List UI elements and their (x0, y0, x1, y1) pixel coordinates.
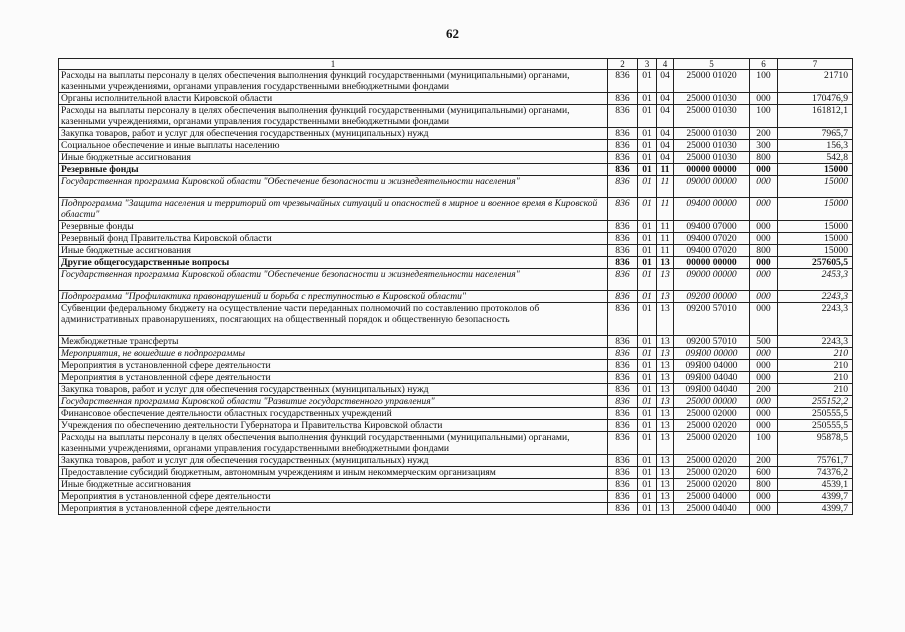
row-name: Мероприятия в установленной сфере деятельности (59, 372, 608, 384)
row-ved: 836 (608, 198, 638, 221)
row-name: Мероприятия, не вошедшие в подпрограммы (59, 348, 608, 360)
row-sum: 7965,7 (778, 128, 853, 140)
row-sum: 156,3 (778, 140, 853, 152)
table-row (59, 503, 853, 515)
row-ved: 836 (608, 105, 638, 128)
row-sum: 250555,5 (778, 420, 853, 432)
row-target-article: 09200 57010 (674, 336, 750, 348)
row-expense-type: 000 (750, 233, 778, 245)
row-target-article: 09400 07000 (674, 221, 750, 233)
row-ved: 836 (608, 479, 638, 491)
row-name: Субвенции федеральному бюджету на осуществление части переданных полномочий по составлению протоколов об административных правонарушениях, посягающих на общественный порядок и общественную безопасность (59, 303, 608, 336)
row-ved: 836 (608, 257, 638, 269)
row-expense-type: 000 (750, 93, 778, 105)
row-sum: 15000 (778, 164, 853, 176)
row-expense-type: 000 (750, 221, 778, 233)
row-name: Иные бюджетные ассигнования (59, 152, 608, 164)
row-target-article: 09Я00 04040 (674, 372, 750, 384)
row-podrazdel: 11 (657, 233, 674, 245)
row-sum: 161812,1 (778, 105, 853, 128)
row-podrazdel: 13 (657, 372, 674, 384)
row-razdel: 01 (638, 70, 657, 93)
row-name: Расходы на выплаты персоналу в целях обеспечения выполнения функций государственными (муниципальными) органами, казенными учреждениями, органами управления государственными внебюджетными фондами (59, 105, 608, 128)
row-target-article: 09200 00000 (674, 291, 750, 303)
row-podrazdel: 13 (657, 303, 674, 336)
row-expense-type: 800 (750, 245, 778, 257)
header-row (59, 59, 853, 70)
row-name: Учреждения по обеспечению деятельности Губернатора и Правительства Кировской области (59, 420, 608, 432)
row-podrazdel: 04 (657, 152, 674, 164)
row-ved: 836 (608, 128, 638, 140)
row-podrazdel: 04 (657, 105, 674, 128)
table-row (59, 140, 853, 152)
row-razdel: 01 (638, 396, 657, 408)
row-razdel: 01 (638, 176, 657, 198)
row-target-article: 09Я00 04000 (674, 360, 750, 372)
row-razdel: 01 (638, 164, 657, 176)
row-sum: 250555,5 (778, 408, 853, 420)
row-name: Закупка товаров, работ и услуг для обеспечения государственных (муниципальных) нужд (59, 455, 608, 467)
row-ved: 836 (608, 245, 638, 257)
row-razdel: 01 (638, 360, 657, 372)
table-row (59, 164, 853, 176)
row-ved: 836 (608, 348, 638, 360)
row-expense-type: 000 (750, 360, 778, 372)
row-sum: 74376,2 (778, 467, 853, 479)
row-ved: 836 (608, 467, 638, 479)
row-expense-type: 000 (750, 164, 778, 176)
row-expense-type: 000 (750, 348, 778, 360)
row-ved: 836 (608, 336, 638, 348)
row-expense-type: 100 (750, 432, 778, 455)
row-name: Государственная программа Кировской области "Развитие государственного управления" (59, 396, 608, 408)
row-expense-type: 100 (750, 70, 778, 93)
row-target-article: 25000 02020 (674, 467, 750, 479)
row-razdel: 01 (638, 336, 657, 348)
row-expense-type: 000 (750, 491, 778, 503)
row-target-article: 09400 07020 (674, 233, 750, 245)
row-target-article: 09400 07020 (674, 245, 750, 257)
row-name: Государственная программа Кировской области "Обеспечение безопасности и жизнедеятельности населения" (59, 176, 608, 198)
row-ved: 836 (608, 233, 638, 245)
row-podrazdel: 13 (657, 408, 674, 420)
row-podrazdel: 04 (657, 70, 674, 93)
row-razdel: 01 (638, 467, 657, 479)
row-target-article: 00000 00000 (674, 164, 750, 176)
table-row (59, 257, 853, 269)
table-row (59, 221, 853, 233)
row-ved: 836 (608, 269, 638, 291)
row-ved: 836 (608, 432, 638, 455)
row-target-article: 25000 04000 (674, 491, 750, 503)
table-row (59, 384, 853, 396)
row-expense-type: 000 (750, 269, 778, 291)
row-name: Мероприятия в установленной сфере деятельности (59, 360, 608, 372)
row-ved: 836 (608, 491, 638, 503)
row-name: Социальное обеспечение и иные выплаты населению (59, 140, 608, 152)
row-razdel: 01 (638, 408, 657, 420)
row-target-article: 25000 01030 (674, 152, 750, 164)
row-target-article: 09Я00 00000 (674, 348, 750, 360)
table-row (59, 432, 853, 455)
table-row (59, 336, 853, 348)
row-sum: 15000 (778, 245, 853, 257)
row-name: Другие общегосударственные вопросы (59, 257, 608, 269)
row-name: Иные бюджетные ассигнования (59, 245, 608, 257)
row-name: Предоставление субсидий бюджетным, автономным учреждениям и иным некоммерческим организациям (59, 467, 608, 479)
row-name: Закупка товаров, работ и услуг для обеспечения государственных (муниципальных) нужд (59, 128, 608, 140)
row-sum: 75761,7 (778, 455, 853, 467)
row-name: Подпрограмма "Защита населения и территорий от чрезвычайных ситуаций и опасностей в мирное и военное время в Кировской области" (59, 198, 608, 221)
row-ved: 836 (608, 420, 638, 432)
row-ved: 836 (608, 303, 638, 336)
row-target-article: 25000 02020 (674, 479, 750, 491)
row-podrazdel: 13 (657, 432, 674, 455)
row-target-article: 25000 01020 (674, 70, 750, 93)
row-podrazdel: 04 (657, 140, 674, 152)
row-podrazdel: 13 (657, 420, 674, 432)
row-target-article: 25000 00000 (674, 396, 750, 408)
row-sum: 170476,9 (778, 93, 853, 105)
row-target-article: 25000 02020 (674, 420, 750, 432)
row-expense-type: 000 (750, 291, 778, 303)
row-razdel: 01 (638, 233, 657, 245)
row-target-article: 25000 02000 (674, 408, 750, 420)
table-row (59, 152, 853, 164)
row-razdel: 01 (638, 384, 657, 396)
row-razdel: 01 (638, 303, 657, 336)
row-name: Межбюджетные трансферты (59, 336, 608, 348)
row-podrazdel: 13 (657, 396, 674, 408)
table-body (59, 70, 853, 515)
row-ved: 836 (608, 176, 638, 198)
table-row (59, 420, 853, 432)
row-podrazdel: 11 (657, 245, 674, 257)
row-expense-type: 600 (750, 467, 778, 479)
row-target-article: 25000 04040 (674, 503, 750, 515)
row-ved: 836 (608, 291, 638, 303)
row-name: Резервные фонды (59, 164, 608, 176)
row-ved: 836 (608, 503, 638, 515)
row-podrazdel: 11 (657, 164, 674, 176)
row-expense-type: 000 (750, 257, 778, 269)
row-ved: 836 (608, 384, 638, 396)
row-sum: 15000 (778, 221, 853, 233)
row-podrazdel: 11 (657, 198, 674, 221)
row-sum: 95878,5 (778, 432, 853, 455)
row-razdel: 01 (638, 221, 657, 233)
row-sum: 2243,3 (778, 336, 853, 348)
row-sum: 2243,3 (778, 303, 853, 336)
table-row (59, 198, 853, 221)
row-sum: 210 (778, 384, 853, 396)
row-sum: 210 (778, 348, 853, 360)
row-name: Подпрограмма "Профилактика правонарушений и борьба с преступностью в Кировской области" (59, 291, 608, 303)
row-name: Государственная программа Кировской области "Обеспечение безопасности и жизнедеятельности населения" (59, 269, 608, 291)
row-ved: 836 (608, 221, 638, 233)
row-razdel: 01 (638, 432, 657, 455)
row-ved: 836 (608, 408, 638, 420)
row-ved: 836 (608, 164, 638, 176)
page-number: 62 (446, 26, 459, 41)
table-row (59, 479, 853, 491)
row-razdel: 01 (638, 257, 657, 269)
row-target-article: 25000 01030 (674, 140, 750, 152)
row-target-article: 09Я00 04040 (674, 384, 750, 396)
row-podrazdel: 13 (657, 269, 674, 291)
row-expense-type: 000 (750, 420, 778, 432)
row-razdel: 01 (638, 140, 657, 152)
row-sum: 257605,5 (778, 257, 853, 269)
row-target-article: 25000 02020 (674, 432, 750, 455)
row-sum: 21710 (778, 70, 853, 93)
row-target-article: 25000 02020 (674, 455, 750, 467)
table-row (59, 348, 853, 360)
row-podrazdel: 13 (657, 291, 674, 303)
table-row (59, 408, 853, 420)
row-sum: 210 (778, 360, 853, 372)
row-podrazdel: 13 (657, 336, 674, 348)
row-razdel: 01 (638, 198, 657, 221)
row-ved: 836 (608, 152, 638, 164)
table-row (59, 105, 853, 128)
table-row (59, 467, 853, 479)
row-name: Иные бюджетные ассигнования (59, 479, 608, 491)
row-name: Органы исполнительной власти Кировской области (59, 93, 608, 105)
table-row (59, 233, 853, 245)
row-expense-type: 500 (750, 336, 778, 348)
row-name: Резервные фонды (59, 221, 608, 233)
row-expense-type: 800 (750, 479, 778, 491)
row-sum: 4539,1 (778, 479, 853, 491)
row-razdel: 01 (638, 105, 657, 128)
header-col-4: 4 (657, 59, 674, 70)
header-col-2: 2 (608, 59, 638, 70)
row-ved: 836 (608, 372, 638, 384)
row-expense-type: 200 (750, 384, 778, 396)
row-ved: 836 (608, 396, 638, 408)
row-razdel: 01 (638, 420, 657, 432)
row-name: Расходы на выплаты персоналу в целях обеспечения выполнения функций государственными (муниципальными) органами, казенными учреждениями, органами управления государственными внебюджетными фондами (59, 432, 608, 455)
row-expense-type: 000 (750, 372, 778, 384)
table-row (59, 128, 853, 140)
header-col-3: 3 (638, 59, 657, 70)
row-razdel: 01 (638, 372, 657, 384)
row-expense-type: 000 (750, 408, 778, 420)
row-target-article: 25000 01030 (674, 128, 750, 140)
row-podrazdel: 13 (657, 467, 674, 479)
row-expense-type: 000 (750, 503, 778, 515)
row-sum: 15000 (778, 198, 853, 221)
row-razdel: 01 (638, 93, 657, 105)
row-sum: 2453,3 (778, 269, 853, 291)
row-podrazdel: 13 (657, 384, 674, 396)
row-target-article: 09000 00000 (674, 176, 750, 198)
row-target-article: 25000 01030 (674, 93, 750, 105)
header-col-7: 7 (778, 59, 853, 70)
row-razdel: 01 (638, 152, 657, 164)
row-name: Расходы на выплаты персоналу в целях обеспечения выполнения функций государственными (муниципальными) органами, казенными учреждениями, органами управления государственными внебюджетными фондами (59, 70, 608, 93)
row-ved: 836 (608, 70, 638, 93)
table-row (59, 93, 853, 105)
row-name: Закупка товаров, работ и услуг для обеспечения государственных (муниципальных) нужд (59, 384, 608, 396)
row-sum: 2243,3 (778, 291, 853, 303)
table-row (59, 360, 853, 372)
header-col-6: 6 (750, 59, 778, 70)
budget-table (58, 58, 853, 515)
row-expense-type: 000 (750, 396, 778, 408)
row-name: Резервный фонд Правительства Кировской области (59, 233, 608, 245)
row-razdel: 01 (638, 503, 657, 515)
row-name: Мероприятия в установленной сфере деятельности (59, 491, 608, 503)
table-row (59, 396, 853, 408)
row-razdel: 01 (638, 455, 657, 467)
header-col-1: 1 (59, 59, 608, 70)
row-podrazdel: 11 (657, 176, 674, 198)
row-expense-type: 000 (750, 198, 778, 221)
row-razdel: 01 (638, 491, 657, 503)
row-sum: 542,8 (778, 152, 853, 164)
row-podrazdel: 11 (657, 221, 674, 233)
table-row (59, 491, 853, 503)
row-razdel: 01 (638, 479, 657, 491)
row-expense-type: 000 (750, 303, 778, 336)
row-name: Мероприятия в установленной сфере деятельности (59, 503, 608, 515)
row-target-article: 00000 00000 (674, 257, 750, 269)
row-target-article: 09000 00000 (674, 269, 750, 291)
row-sum: 15000 (778, 176, 853, 198)
row-expense-type: 000 (750, 176, 778, 198)
row-target-article: 25000 01030 (674, 105, 750, 128)
row-expense-type: 200 (750, 128, 778, 140)
table-row (59, 269, 853, 291)
header-col-5: 5 (674, 59, 750, 70)
row-razdel: 01 (638, 291, 657, 303)
row-podrazdel: 13 (657, 491, 674, 503)
table-row (59, 303, 853, 336)
table-row (59, 245, 853, 257)
row-expense-type: 200 (750, 455, 778, 467)
row-podrazdel: 13 (657, 257, 674, 269)
table-row (59, 176, 853, 198)
row-name: Финансовое обеспечение деятельности областных государственных учреждений (59, 408, 608, 420)
row-razdel: 01 (638, 269, 657, 291)
row-ved: 836 (608, 360, 638, 372)
row-ved: 836 (608, 140, 638, 152)
row-razdel: 01 (638, 348, 657, 360)
row-razdel: 01 (638, 128, 657, 140)
row-podrazdel: 13 (657, 503, 674, 515)
row-sum: 210 (778, 372, 853, 384)
row-ved: 836 (608, 93, 638, 105)
table-row (59, 291, 853, 303)
row-podrazdel: 04 (657, 128, 674, 140)
row-target-article: 09400 00000 (674, 198, 750, 221)
row-sum: 15000 (778, 233, 853, 245)
table-row (59, 372, 853, 384)
row-razdel: 01 (638, 245, 657, 257)
row-podrazdel: 13 (657, 348, 674, 360)
row-podrazdel: 13 (657, 479, 674, 491)
row-ved: 836 (608, 455, 638, 467)
row-podrazdel: 13 (657, 455, 674, 467)
table-row (59, 455, 853, 467)
row-podrazdel: 13 (657, 360, 674, 372)
row-expense-type: 800 (750, 152, 778, 164)
row-sum: 4399,7 (778, 503, 853, 515)
row-podrazdel: 04 (657, 93, 674, 105)
table-row (59, 70, 853, 93)
row-sum: 4399,7 (778, 491, 853, 503)
row-expense-type: 100 (750, 105, 778, 128)
row-sum: 255152,2 (778, 396, 853, 408)
row-target-article: 09200 57010 (674, 303, 750, 336)
row-expense-type: 300 (750, 140, 778, 152)
